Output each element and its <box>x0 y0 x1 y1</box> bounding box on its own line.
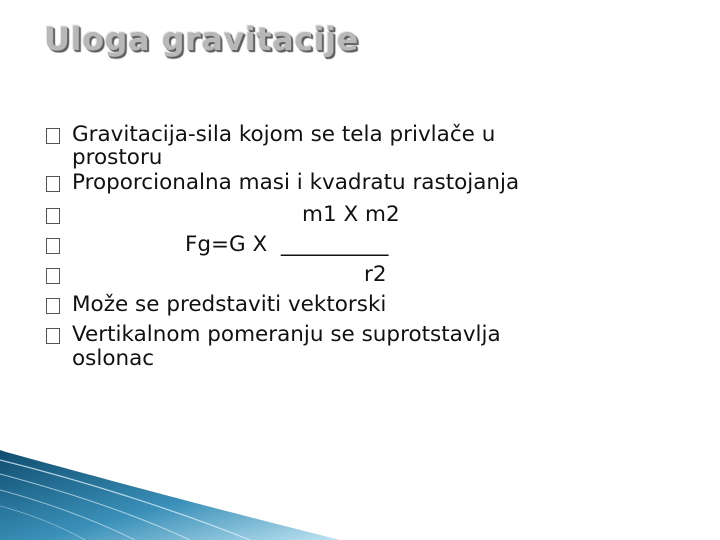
bullet-text: oslonac <box>72 346 155 371</box>
bullet-item-proportional <box>46 168 686 198</box>
bullet-item-vector <box>46 290 686 320</box>
formula-main: Fg=G X __________ <box>185 232 389 257</box>
bullet-box-icon <box>46 328 60 344</box>
formula-denominator: r2 <box>364 262 387 287</box>
formula-main-line <box>46 230 686 260</box>
formula-numerator: m1 X m2 <box>302 202 400 227</box>
bullet-box-icon <box>46 176 60 192</box>
slide-title: Uloga gravitacije <box>44 20 359 58</box>
formula-numerator-line <box>46 200 686 230</box>
bullet-text: Može se predstaviti vektorski <box>72 292 387 317</box>
bullet-text: Vertikalnom pomeranju se suprotstavlja <box>72 322 501 347</box>
corner-wave-decoration <box>0 450 340 540</box>
bullet-text: prostoru <box>72 145 163 170</box>
formula-denominator-line <box>46 260 686 290</box>
bullet-text: Proporcionalna masi i kvadratu rastojanja <box>72 170 520 195</box>
bullet-box-icon <box>46 238 60 254</box>
bullet-continuation <box>46 344 686 374</box>
bullet-box-icon <box>46 298 60 314</box>
bullet-box-icon <box>46 128 60 144</box>
bullet-list <box>46 120 686 374</box>
bullet-text: Gravitacija-sila kojom se tela privlače u <box>72 122 496 147</box>
bullet-box-icon <box>46 268 60 284</box>
bullet-box-icon <box>46 208 60 224</box>
